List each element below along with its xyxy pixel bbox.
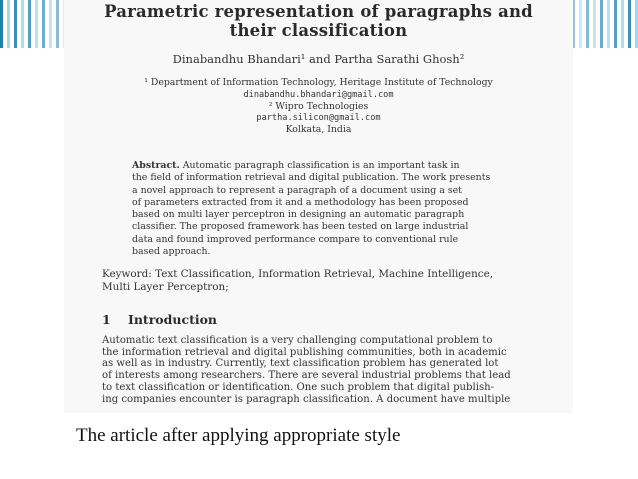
affiliation-2: ² Wipro Technologies <box>268 101 369 112</box>
abstract-line: based on multi layer perceptron in designing an automatic paragraph <box>132 209 465 221</box>
intro-line: of interests among researchers. There are several industrial problems that lead <box>102 370 511 382</box>
decorative-stripe <box>579 0 582 48</box>
decorative-stripe <box>56 0 59 48</box>
section-title: Introduction <box>128 312 218 327</box>
intro-line: the information retrieval and digital publishing communities, both in academic <box>102 346 507 358</box>
email-2: partha.silicon@gmail.com <box>256 113 381 123</box>
decorative-stripe <box>21 0 24 48</box>
abstract-label: Abstract. <box>132 160 180 171</box>
decorative-stripe <box>14 0 17 48</box>
paper-authors: Dinabandhu Bhandari¹ and Partha Sarathi Ghosh² <box>172 52 465 66</box>
intro-line: as well as in industry. Currently, text classification problem has generated lot <box>102 358 499 370</box>
decorative-stripe <box>614 0 617 48</box>
section-number: 1 <box>102 312 111 327</box>
paper-title-line-1: Parametric representation of paragraphs and <box>104 2 533 21</box>
affiliation-1: ¹ Department of Information Technology, Heritage Institute of Technology <box>144 77 493 88</box>
decorative-stripe <box>7 0 10 48</box>
introduction-text <box>102 335 542 405</box>
slide-caption: The article after applying appropriate style <box>76 425 401 446</box>
intro-line: Automatic text classification is a very challenging computational problem to <box>102 335 493 346</box>
decorative-stripe <box>0 0 3 48</box>
paper-title-line-2: their classification <box>229 21 408 40</box>
keywords <box>102 268 542 294</box>
decorative-stripe <box>607 0 610 48</box>
email-1: dinabandhu.bhandari@gmail.com <box>243 90 394 100</box>
keyword-line: Multi Layer Perceptron; <box>102 281 229 293</box>
decorative-stripe <box>600 0 603 48</box>
paper-image <box>64 0 573 413</box>
decorative-stripe <box>28 0 31 48</box>
abstract-line: of parameters extracted from it and a methodology has been proposed <box>132 196 469 208</box>
abstract-line: based approach. <box>132 246 211 258</box>
abstract-line: a novel approach to represent a paragraph of a document using a set <box>132 184 462 196</box>
abstract-line: Automatic paragraph classification is an important task in <box>182 160 460 171</box>
abstract <box>132 160 506 258</box>
intro-line: ing companies encounter is paragraph classification. A document have multiple <box>102 393 511 405</box>
decorative-stripe <box>593 0 596 48</box>
location: Kolkata, India <box>285 124 352 135</box>
decorative-stripe <box>49 0 52 48</box>
decorative-stripe <box>42 0 45 48</box>
abstract-line: the field of information retrieval and digital publication. The work presents <box>132 172 491 184</box>
decorative-stripe <box>621 0 624 48</box>
intro-line: to text classification or identification. One such problem that digital publish- <box>102 381 495 393</box>
abstract-line: data and found improved performance compare to conventional rule <box>132 233 459 245</box>
decorative-stripe <box>35 0 38 48</box>
abstract-line: classifier. The proposed framework has been tested on large industrial <box>132 221 469 233</box>
decorative-stripe <box>628 0 631 48</box>
section-heading <box>102 312 217 327</box>
decorative-stripe <box>586 0 589 48</box>
keyword-line: Keyword: Text Classification, Information Retrieval, Machine Intelligence, <box>102 268 494 280</box>
